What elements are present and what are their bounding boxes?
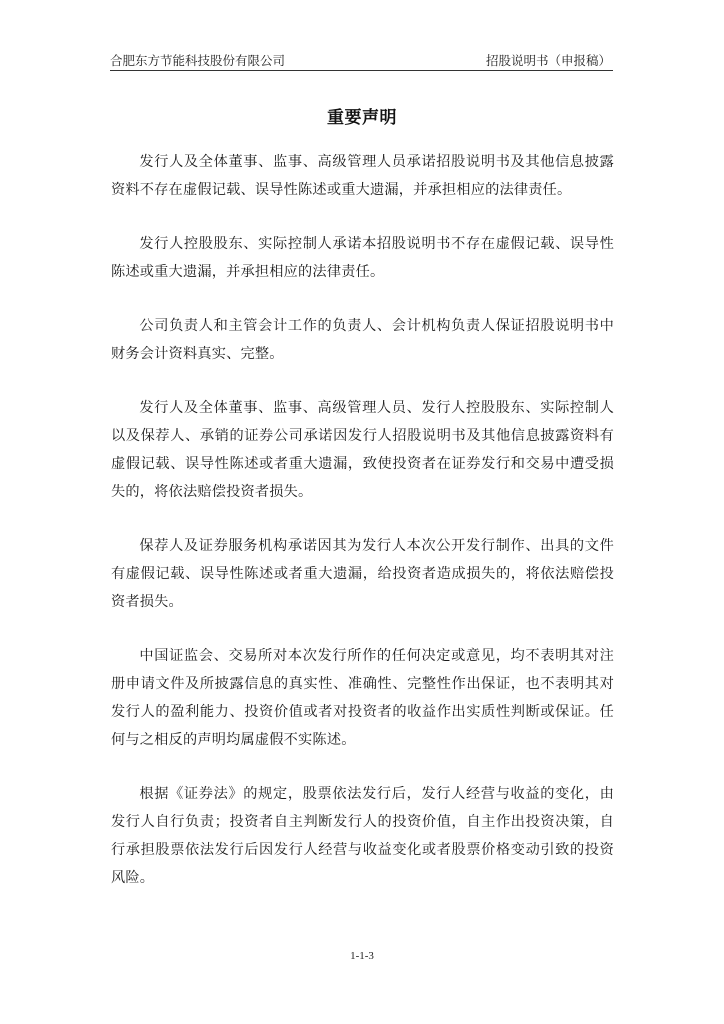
document-type: 招股说明书（申报稿）	[485, 53, 611, 68]
paragraph: 公司负责人和主管会计工作的负责人、会计机构负责人保证招股说明书中财务会计资料真实、完整。	[111, 318, 614, 362]
paragraph: 中国证监会、交易所对本次发行所作的任何决定或意见，均不表明其对注册申请文件及所披露信息的真实性、准确性、完整性作出保证，也不表明其对发行人的盈利能力、投资价值或者对投资者的收益作出实质性判断或保证。任何与之相反的声明均属虚假不实陈述。	[111, 648, 614, 748]
page-title: 重要声明	[327, 108, 397, 128]
paragraph: 根据《证券法》的规定，股票依法发行后，发行人经营与收益的变化，由发行人自行负责；投资者自主判断发行人的投资价值，自主作出投资决策，自行承担股票依法发行后因发行人经营与收益变化或者股票价格变动引致的投资风险。	[111, 786, 614, 886]
paragraph: 发行人控股股东、实际控制人承诺本招股说明书不存在虚假记载、误导性陈述或重大遗漏，并承担相应的法律责任。	[111, 236, 614, 280]
statement-body	[111, 148, 614, 918]
paragraph: 发行人及全体董事、监事、高级管理人员承诺招股说明书及其他信息披露资料不存在虚假记载、误导性陈述或重大遗漏，并承担相应的法律责任。	[111, 154, 614, 198]
page-header	[110, 50, 613, 71]
paragraph: 发行人及全体董事、监事、高级管理人员、发行人控股股东、实际控制人以及保荐人、承销的证券公司承诺因发行人招股说明书及其他信息披露资料有虚假记载、误导性陈述或者重大遗漏，致使投资者在证券发行和交易中遭受损失的，将依法赔偿投资者损失。	[111, 400, 614, 500]
page-number: 1-1-3	[350, 950, 374, 962]
paragraph: 保荐人及证券服务机构承诺因其为发行人本次公开发行制作、出具的文件有虚假记载、误导性陈述或者重大遗漏，给投资者造成损失的，将依法赔偿投资者损失。	[111, 538, 614, 610]
company-name: 合肥东方节能科技股份有限公司	[110, 53, 286, 68]
